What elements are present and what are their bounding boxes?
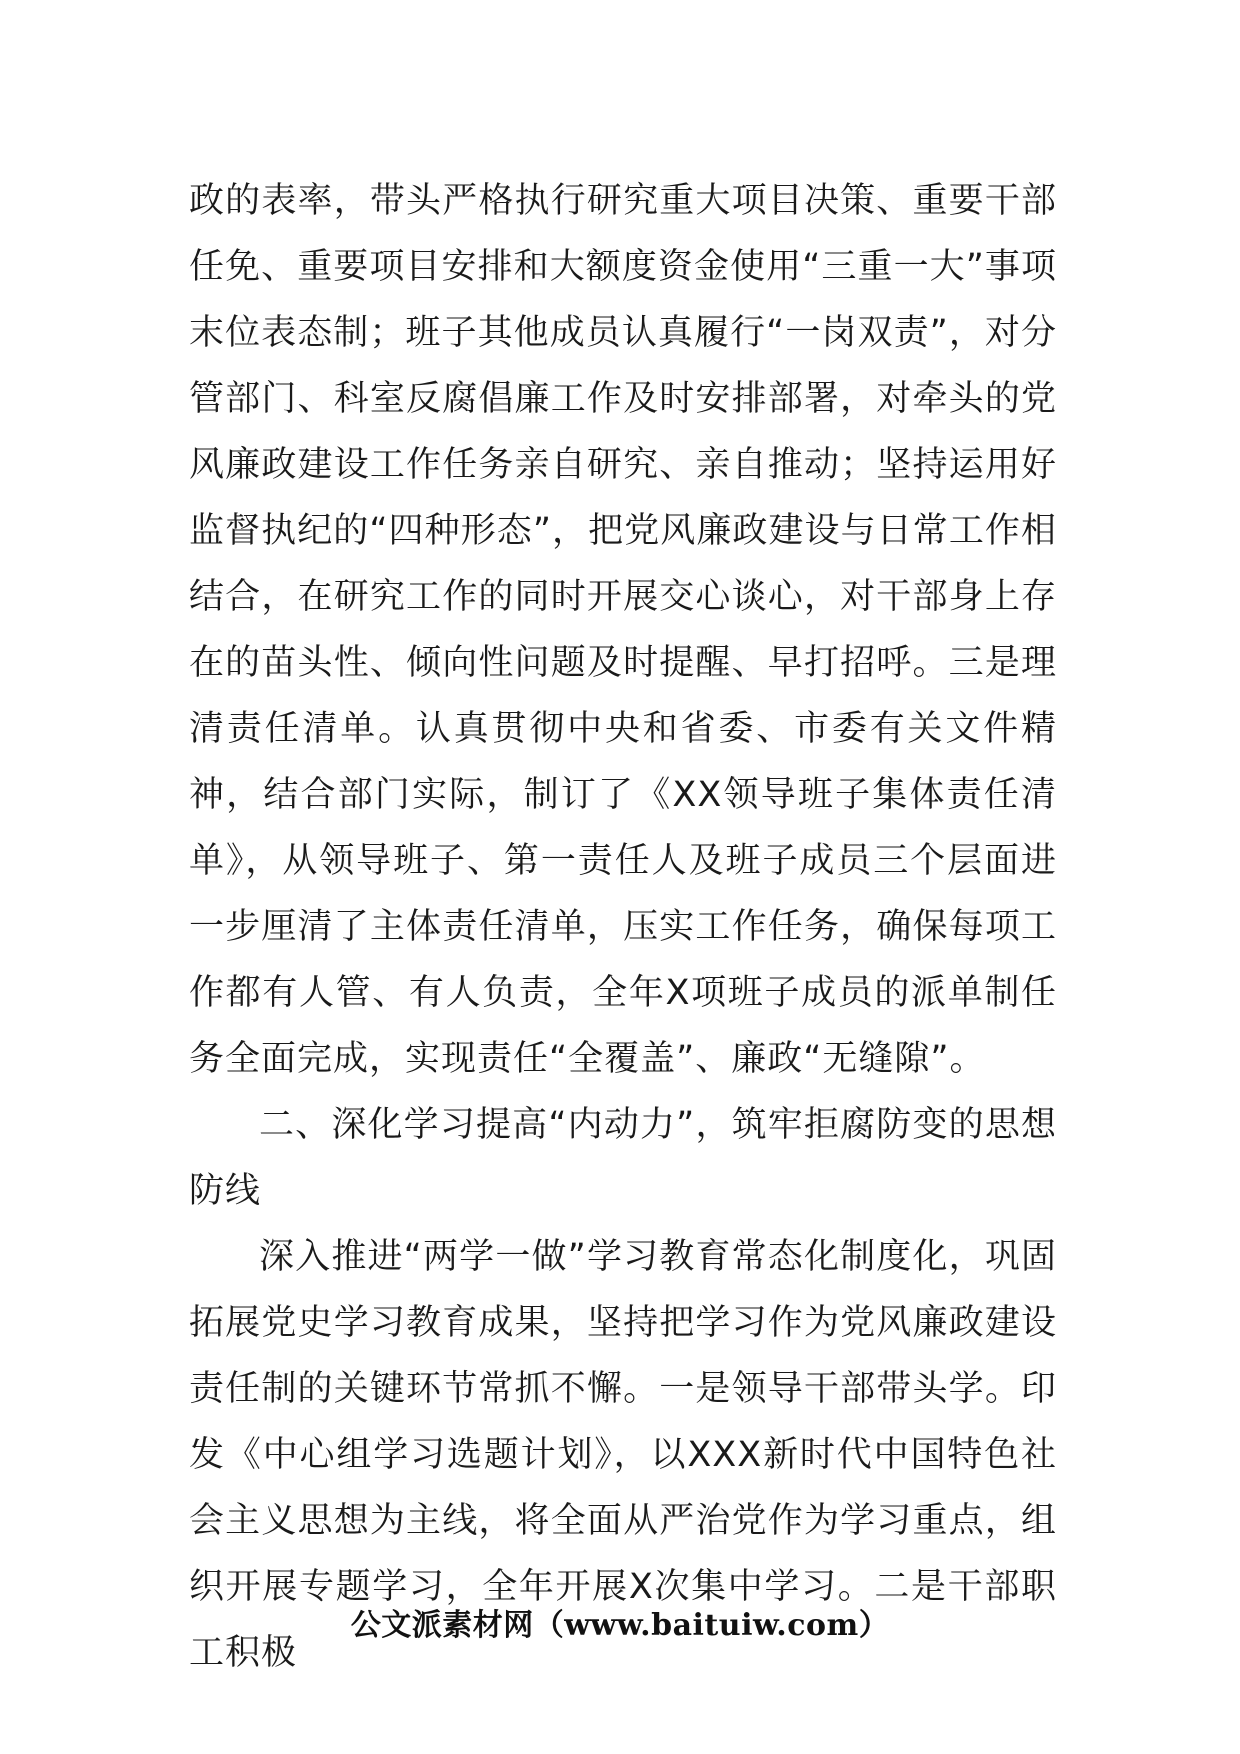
document-body <box>189 168 1057 1686</box>
footer-watermark-text: 公文派素材网（www.baituiw.com） <box>350 1608 890 1643</box>
paragraph-study: 深入推进“两学一做”学习教育常态化制度化，巩固拓展党史学习教育成果，坚持把学习作为党风廉政建设责任制的关键环节常抓不懈。一是领导干部带头学。印发《中心组学习选题计划》，以XXX新时代中国特色社会主义思想为主线，将全面从严治党作为学习重点，组织开展专题学习，全年开展X次集中学习。二是干部职工积极 <box>189 1237 1057 1673</box>
section-heading-2: 二、深化学习提高“内动力”，筑牢拒腐防变的思想防线 <box>189 1105 1057 1211</box>
paragraph-continued: 政的表率，带头严格执行研究重大项目决策、重要干部任免、重要项目安排和大额度资金使用“三重一大”事项末位表态制；班子其他成员认真履行“一岗双责”，对分管部门、科室反腐倡廉工作及时安排部署，对牵头的党风廉政建设工作任务亲自研究、亲自推动；坚持运用好监督执纪的“四种形态”，把党风廉政建设与日常工作相结合，在研究工作的同时开展交心谈心，对干部身上存在的苗头性、倾向性问题及时提醒、早打招呼。三是理清责任清单。认真贯彻中央和省委、市委有关文件精神，结合部门实际，制订了《XX领导班子集体责任清单》，从领导班子、第一责任人及班子成员三个层面进一步厘清了主体责任清单，压实工作任务，确保每项工作都有人管、有人负责，全年X项班子成员的派单制任务全面完成，实现责任“全覆盖”、廉政“无缝隙”。 <box>189 181 1057 1079</box>
